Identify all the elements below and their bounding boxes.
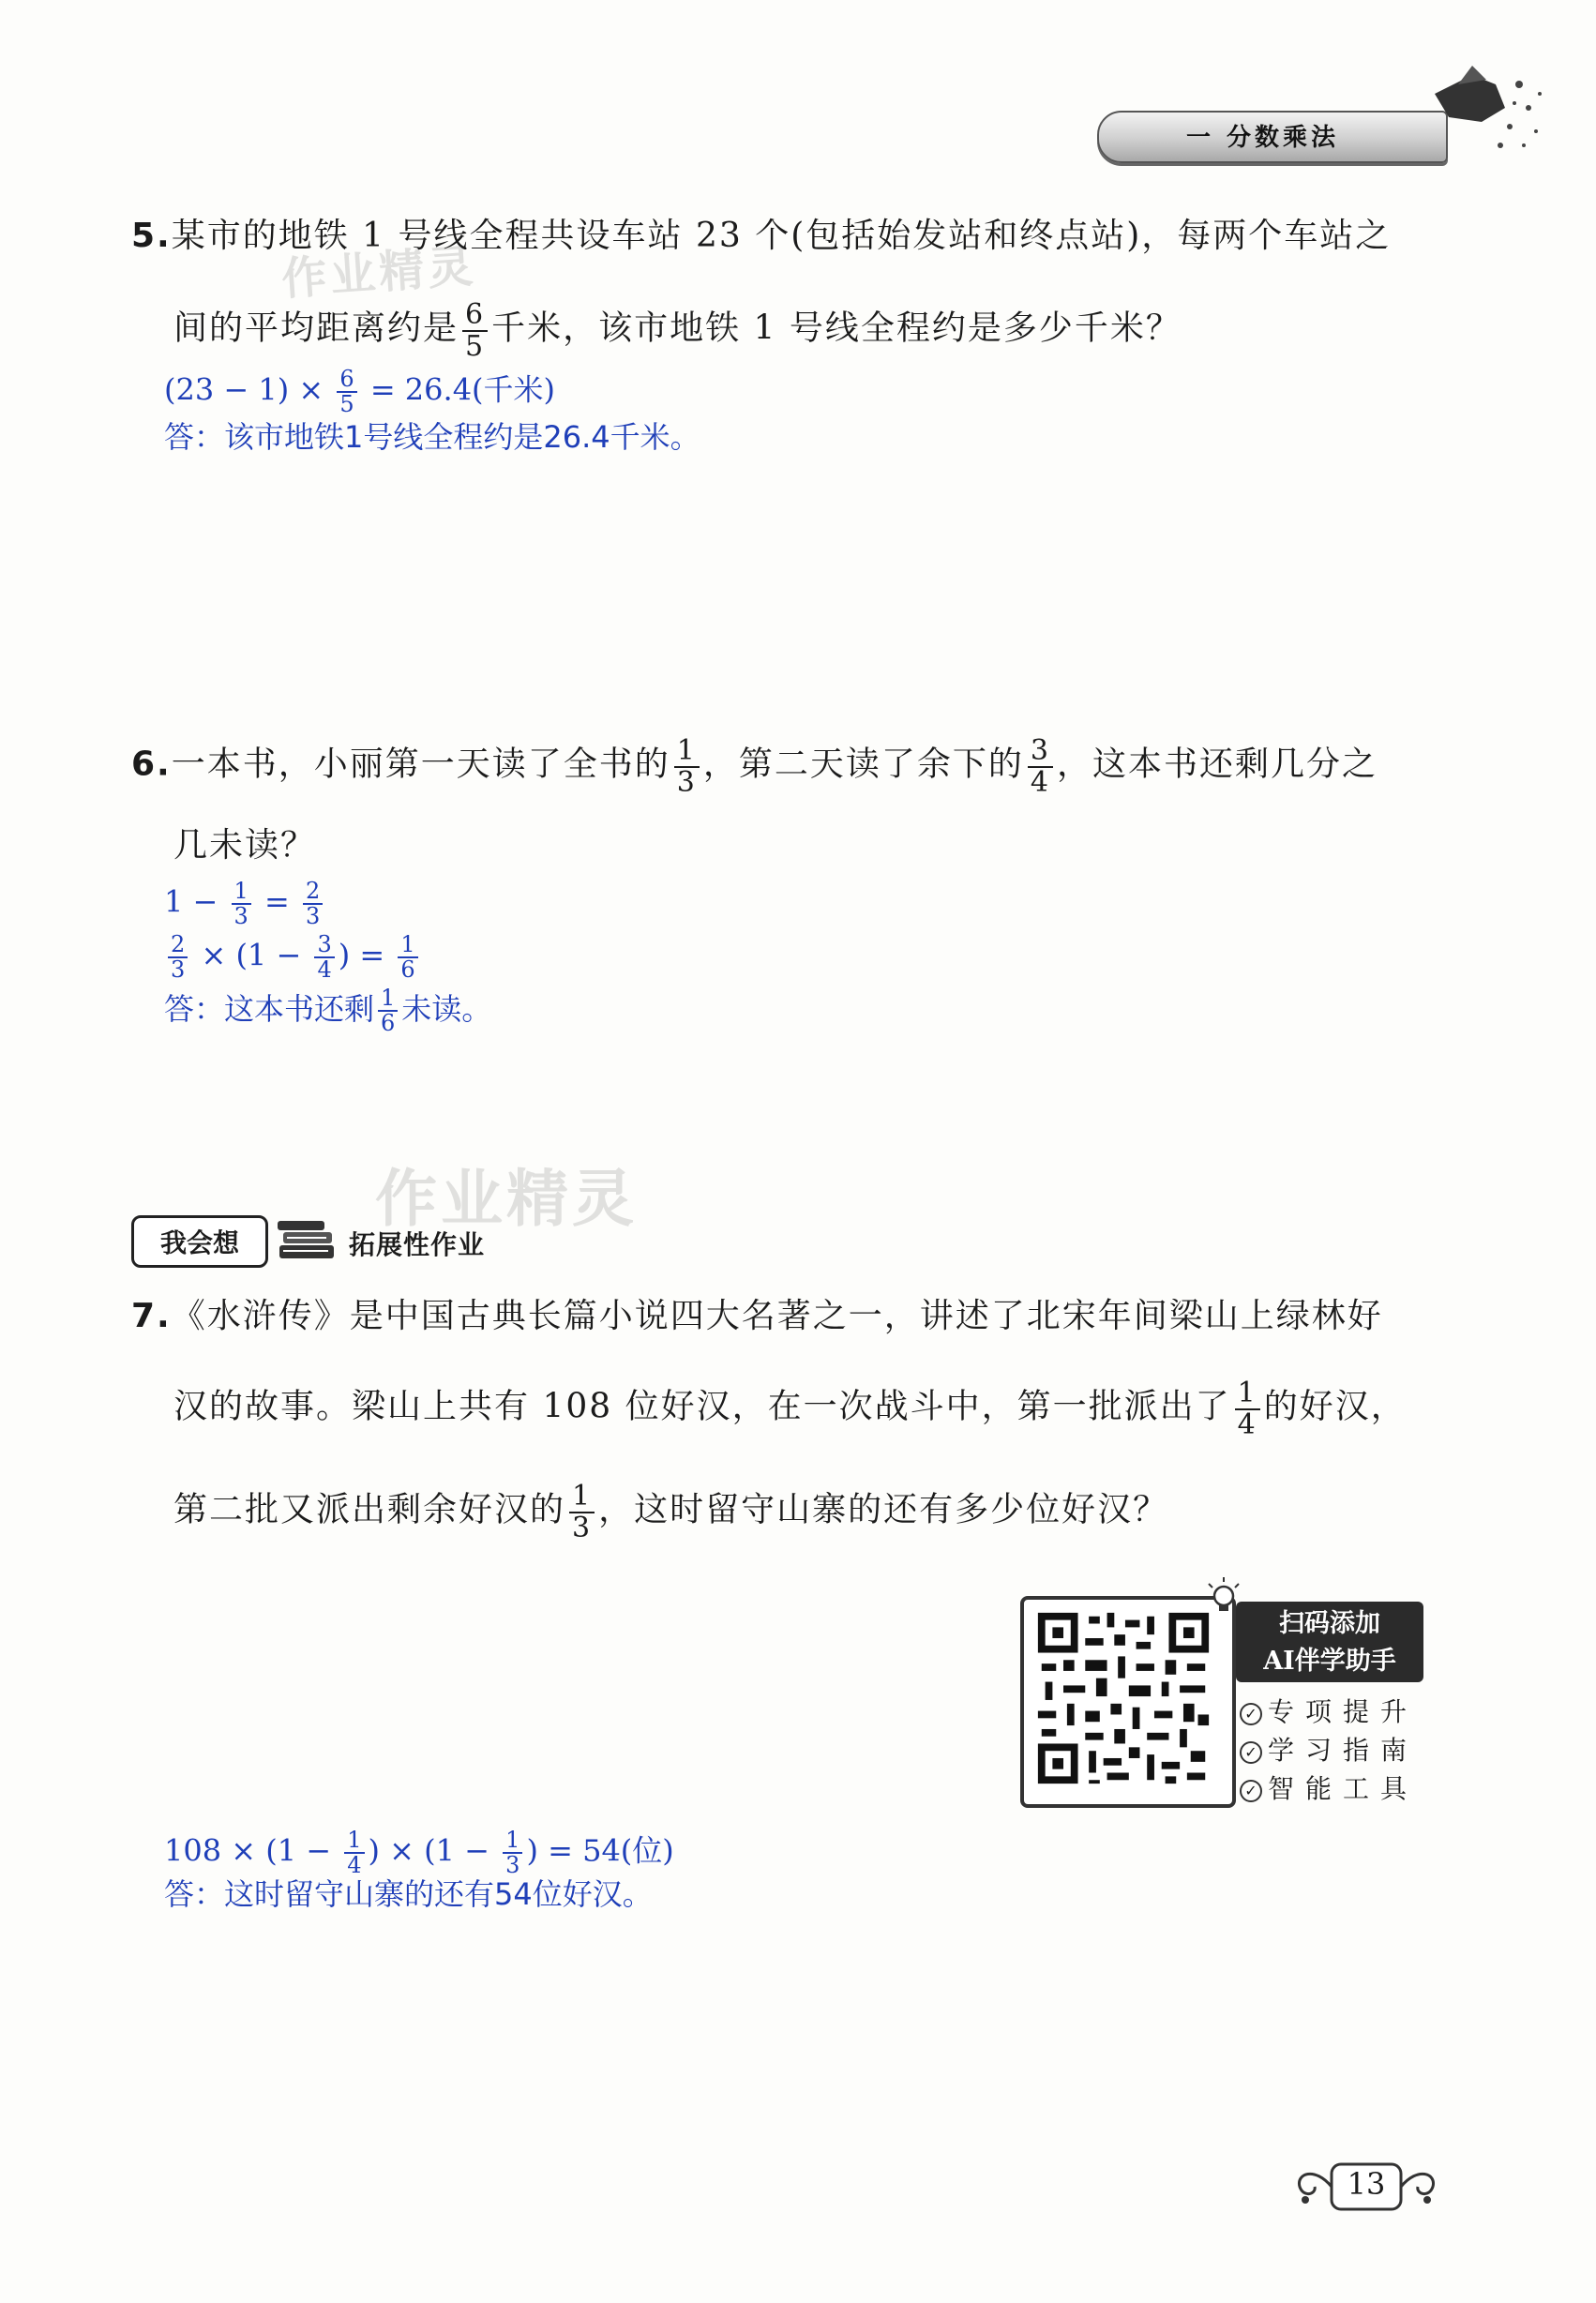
fraction: $\frac{1}{3}$ xyxy=(569,1482,595,1543)
question-5-line-2: 间的平均距离约是 $\frac{6}{5}$ 千米，该市地铁 1 号线全程约是多少千米？ xyxy=(173,298,1182,363)
question-7-line-2: 汉的故事。梁山上共有 108 位好汉，在一次战斗中，第一批派出了 $\frac{1}{4}$ 的好汉， xyxy=(173,1377,1407,1441)
check-icon: ✓ xyxy=(1240,1703,1262,1725)
answer-6-statement: 答：这本书还剩 $\frac{1}{6}$ 未读。 xyxy=(164,985,492,1037)
answer-6-step-2: $\frac{2}{3}$ × (1 − $\frac{3}{4}$ ) = $\frac{1}{6}$ xyxy=(164,933,422,982)
fraction: $\frac{1}{3}$ xyxy=(503,1829,522,1877)
fraction: $\frac{3}{4}$ xyxy=(1028,736,1053,797)
check-icon: ✓ xyxy=(1240,1780,1262,1802)
fraction: $\frac{1}{4}$ xyxy=(344,1829,364,1877)
fraction: $\frac{3}{4}$ xyxy=(314,933,334,982)
qr-feature-item: ✓ 专项提升 xyxy=(1240,1692,1418,1729)
question-5-line-1: 5.某市的地铁 1 号线全程共设车站 23 个(包括始发站和终点站)，每两个车站之 xyxy=(131,217,1392,255)
question-7-line-3: 第二批又派出剩余好汉的 $\frac{1}{3}$ ，这时留守山寨的还有多少位好汉？ xyxy=(173,1480,1169,1544)
books-icon xyxy=(274,1213,339,1266)
fraction: $\frac{6}{5}$ xyxy=(337,368,356,416)
qr-feature-item: ✓ 学习指南 xyxy=(1240,1730,1418,1768)
qr-feature-item: ✓ 智能工具 xyxy=(1240,1769,1418,1806)
answer-6-step-1: 1 − $\frac{1}{3}$ = $\frac{2}{3}$ xyxy=(164,880,326,928)
fraction: $\frac{1}{3}$ xyxy=(674,736,700,797)
section-subtitle: 拓展性作业 xyxy=(349,1229,486,1260)
answer-5-statement: 答：该市地铁1号线全程约是26.4千米。 xyxy=(164,419,700,455)
answer-7-statement: 答：这时留守山寨的还有54位好汉。 xyxy=(164,1876,653,1912)
chapter-title: 一 分数乘法 xyxy=(1186,124,1340,152)
fraction: $\frac{2}{3}$ xyxy=(303,880,323,928)
ink-splash-decoration xyxy=(1416,56,1547,169)
answer-7-equation: 108 × (1 − $\frac{1}{4}$ ) × (1 − $\frac{1}{3}$ ) = 54(位) xyxy=(164,1827,674,1879)
question-number: 6. xyxy=(131,745,172,784)
fraction: $\frac{1}{4}$ xyxy=(1235,1378,1260,1439)
qr-title: 扫码添加 AI伴学助手 xyxy=(1236,1602,1423,1682)
question-6-line-1: 6.一本书，小丽第一天读了全书的 $\frac{1}{3}$ ，第二天读了余下的 $\frac{3}{4}$ ，这本书还剩几分之 xyxy=(131,734,1378,799)
answer-5-equation: (23 − 1) × $\frac{6}{5}$ = 26.4(千米) xyxy=(164,366,556,418)
fraction: $\frac{1}{6}$ xyxy=(398,933,417,982)
check-icon: ✓ xyxy=(1240,1741,1262,1764)
fraction: $\frac{1}{3}$ xyxy=(232,880,251,928)
watermark: 作业精灵 xyxy=(375,1163,638,1235)
fraction: $\frac{2}{3}$ xyxy=(168,933,188,982)
fraction: $\frac{1}{6}$ xyxy=(378,986,398,1035)
section-label: 我会想 xyxy=(131,1215,268,1268)
question-number: 7. xyxy=(131,1297,172,1335)
fraction: $\frac{6}{5}$ xyxy=(462,300,488,361)
question-number: 5. xyxy=(131,217,172,255)
qr-code[interactable] xyxy=(1031,1609,1215,1787)
page-number: 13 xyxy=(1347,2166,1386,2202)
watermark: 作业精灵 xyxy=(279,239,479,307)
question-7-line-1: 7.《水浒传》是中国古典长篇小说四大名著之一，讲述了北宋年间梁山上绿林好 xyxy=(131,1297,1383,1335)
question-6-line-2: 几未读？ xyxy=(173,826,317,865)
